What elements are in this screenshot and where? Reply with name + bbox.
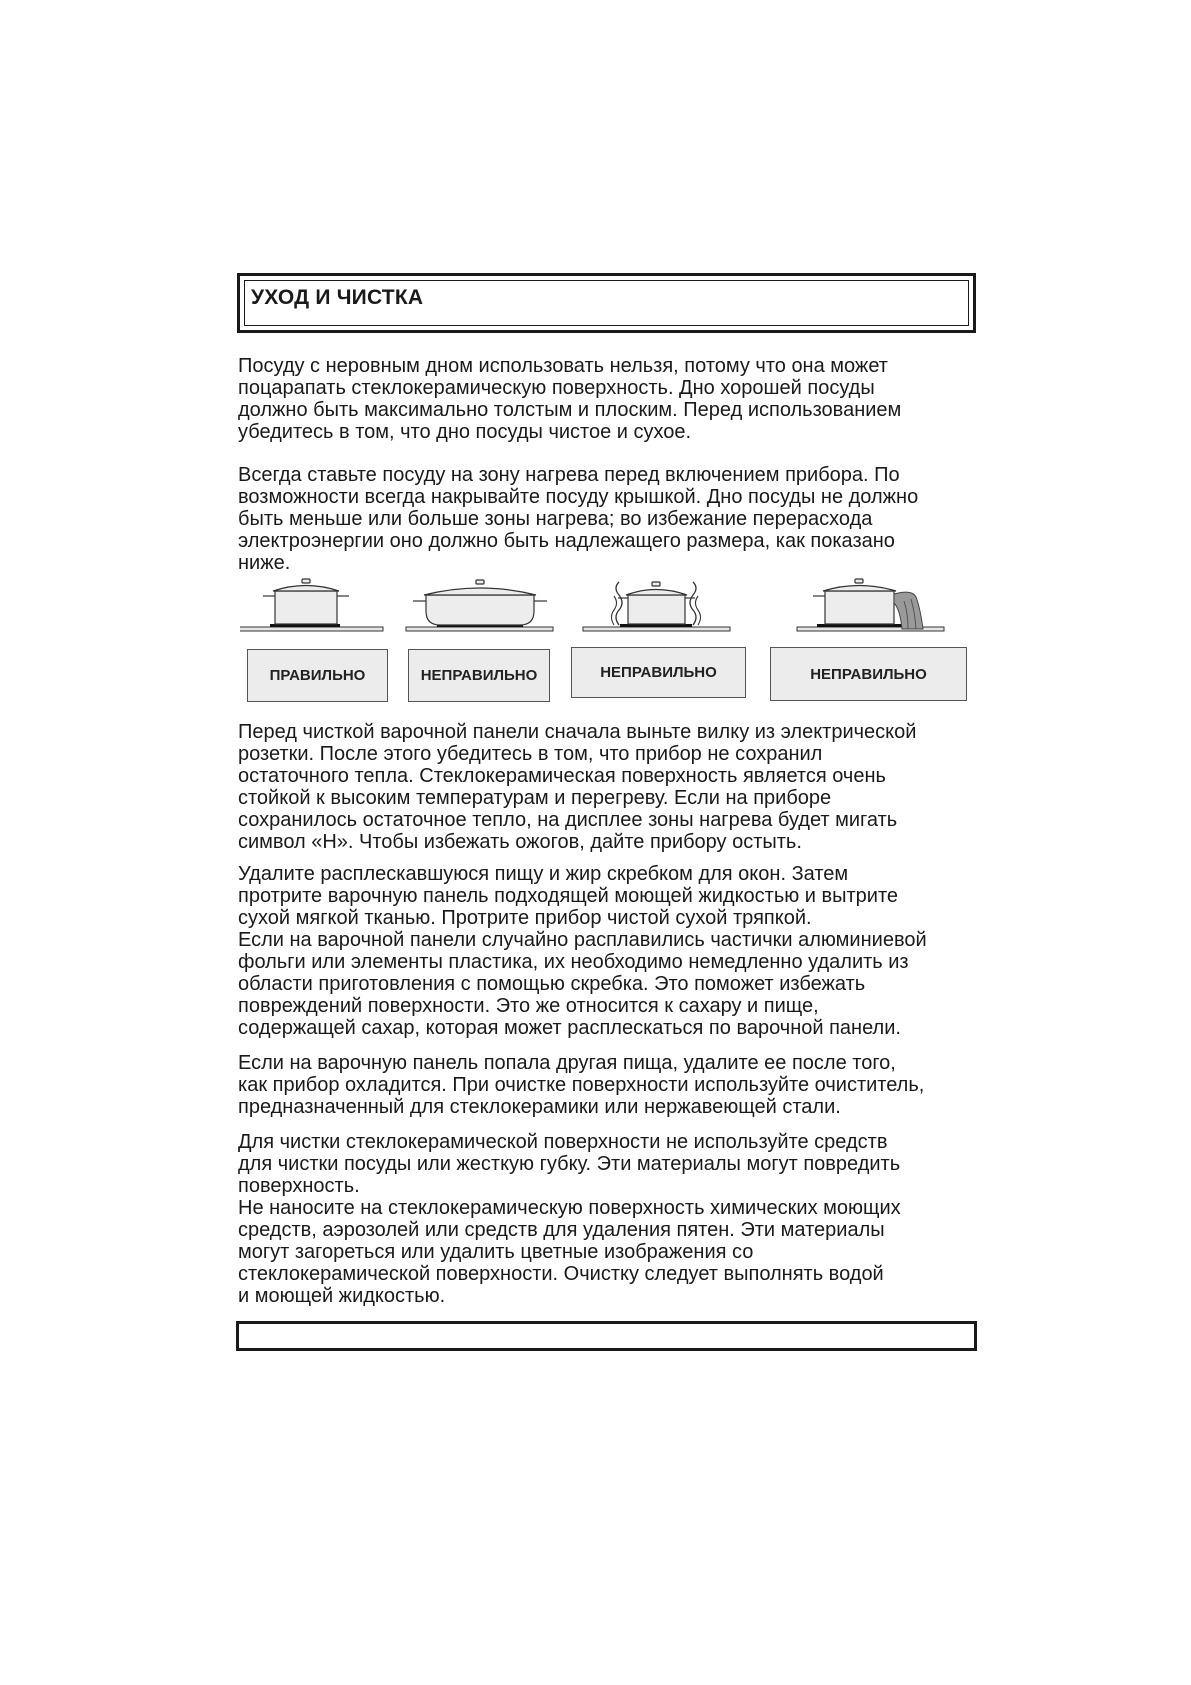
label-incorrect-2: НЕПРАВИЛЬНО	[571, 647, 746, 698]
paragraph-6-line-3: поверхность.	[238, 1175, 360, 1197]
paragraph-4-line-7: повреждений поверхности. Это же относится к сахару и пище,	[238, 995, 819, 1017]
paragraph-5-line-3: предназначенный для стеклокерамики или нержавеющей стали.	[238, 1096, 841, 1118]
paragraph-2-line-3: быть меньше или больше зоны нагрева; во избежание перерасхода	[238, 508, 873, 530]
paragraph-6-line-7: стеклокерамической поверхности. Очистку следует выполнять водой	[238, 1263, 884, 1285]
section-title: УХОД И ЧИСТКА	[251, 286, 424, 309]
section-title-box	[237, 273, 976, 333]
paragraph-4-line-5: фольги или элементы пластика, их необходимо немедленно удалить из	[238, 951, 909, 973]
paragraph-3-line-2: розетки. После этого убедитесь в том, что прибор не сохранил	[238, 743, 823, 765]
pot-towel-icon	[797, 579, 944, 631]
paragraph-1-line-4: убедитесь в том, что дно посуды чистое и сухое.	[238, 421, 692, 443]
paragraph-2-line-5: ниже.	[238, 552, 291, 574]
paragraph-1-line-2: поцарапать стеклокерамическую поверхность. Дно хорошей посуды	[238, 377, 875, 399]
paragraph-4-line-6: области приготовления с помощью скребка. Это поможет избежать	[238, 973, 866, 995]
paragraph-1-line-1: Посуду с неровным дном использовать нельзя, потому что она может	[238, 355, 888, 377]
pot-steam-icon	[583, 582, 730, 631]
paragraph-6-line-8: и моющей жидкостью.	[238, 1285, 446, 1307]
label-incorrect-1: НЕПРАВИЛЬНО	[408, 649, 550, 702]
section-footer-box	[236, 1321, 977, 1351]
pot-correct-icon	[240, 579, 383, 631]
paragraph-5-line-1: Если на варочную панель попала другая пища, удалите ее после того,	[238, 1052, 896, 1074]
paragraph-6-line-6: могут загореться или удалить цветные изображения со	[238, 1241, 754, 1263]
paragraph-6-line-2: для чистки посуды или жесткую губку. Эти материалы могут повредить	[238, 1153, 901, 1175]
label-correct: ПРАВИЛЬНО	[247, 649, 388, 702]
paragraph-6-line-1: Для чистки стеклокерамической поверхности не используйте средств	[238, 1131, 888, 1153]
paragraph-2-line-1: Всегда ставьте посуду на зону нагрева перед включением прибора. По	[238, 464, 900, 486]
paragraph-4-line-3: сухой мягкой тканью. Протрите прибор чистой сухой тряпкой.	[238, 907, 812, 929]
paragraph-6-line-4: Не наносите на стеклокерамическую поверхность химических моющих	[238, 1197, 901, 1219]
pot-wide-icon	[406, 580, 553, 631]
paragraph-4-line-2: протрите варочную панель подходящей моющей жидкостью и вытрите	[238, 885, 899, 907]
paragraph-4-line-1: Удалите расплескавшуюся пищу и жир скребком для окон. Затем	[238, 863, 849, 885]
paragraph-1-line-3: должно быть максимально толстым и плоским. Перед использованием	[238, 399, 902, 421]
label-incorrect-3: НЕПРАВИЛЬНО	[770, 647, 967, 701]
paragraph-3-line-5: сохранилось остаточное тепло, на дисплее зоны нагрева будет мигать	[238, 809, 898, 831]
paragraph-4-line-4: Если на варочной панели случайно расплавились частички алюминиевой	[238, 929, 927, 951]
paragraph-3-line-1: Перед чисткой варочной панели сначала выньте вилку из электрической	[238, 721, 917, 743]
paragraph-4-line-8: содержащей сахар, которая может расплескаться по варочной панели.	[238, 1017, 901, 1039]
paragraph-3-line-6: символ «H». Чтобы избежать ожогов, дайте прибору остыть.	[238, 831, 802, 853]
paragraph-2-line-2: возможности всегда накрывайте посуду крышкой. Дно посуды не должно	[238, 486, 919, 508]
paragraph-5-line-2: как прибор охладится. При очистке поверхности используйте очиститель,	[238, 1074, 925, 1096]
paragraph-6-line-5: средств, аэрозолей или средств для удаления пятен. Эти материалы	[238, 1219, 885, 1241]
paragraph-2-line-4: электроэнергии оно должно быть надлежащего размера, как показано	[238, 530, 895, 552]
paragraph-3-line-3: остаточного тепла. Стеклокерамическая поверхность является очень	[238, 765, 886, 787]
paragraph-3-line-4: стойкой к высоким температурам и перегреву. Если на приборе	[238, 787, 832, 809]
